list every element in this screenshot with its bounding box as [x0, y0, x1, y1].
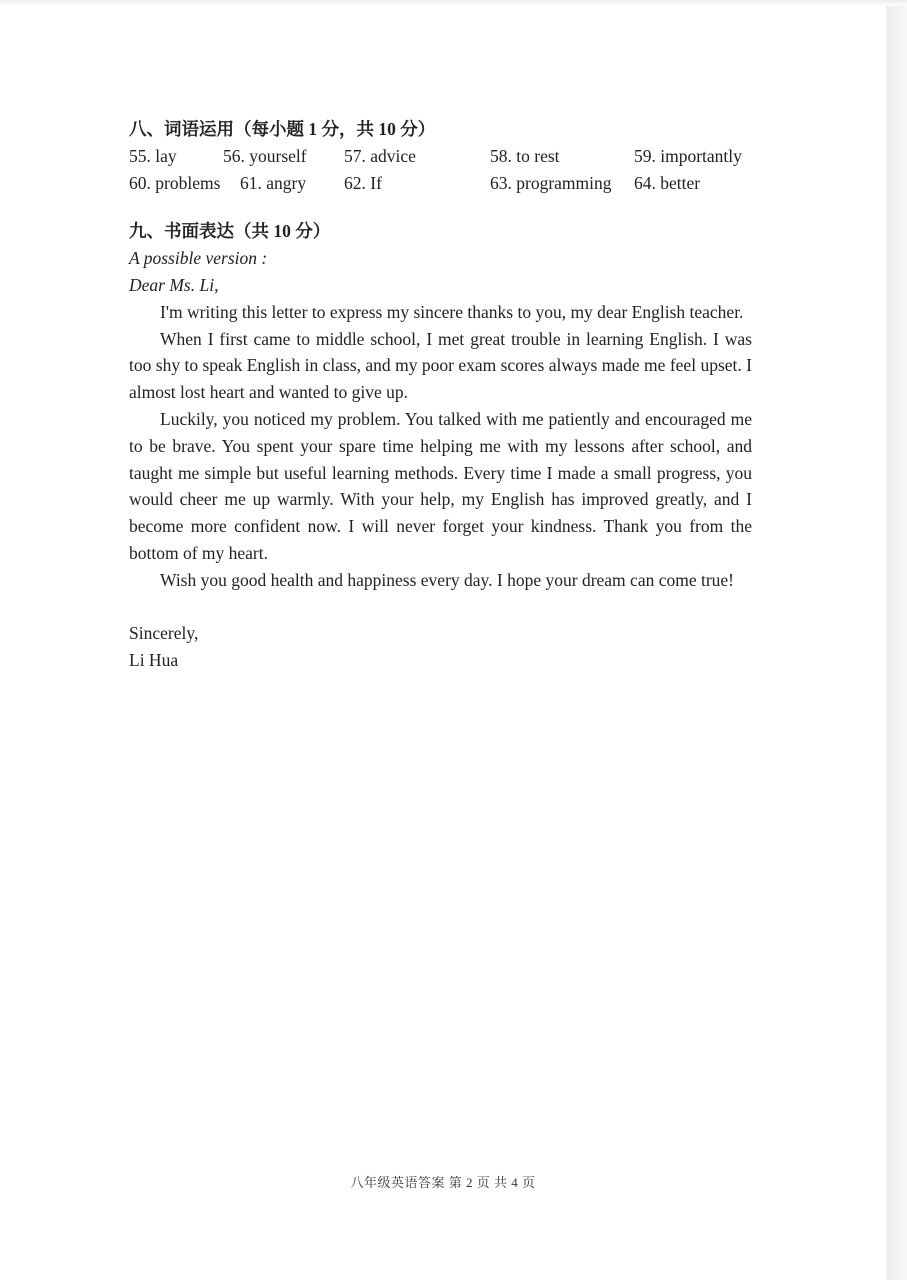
letter-paragraph-3: Luckily, you noticed my problem. You talked with me patiently and encouraged me to be brave. You spent your spare time helping me with my lessons after school, and taught me simple but useful learning methods. Every time I made a small progress, you would cheer me up warmly. With your help, my English has improved greatly, and I become more confident now. I will never forget your kindness. Thank you from the bottom of my heart.: [129, 408, 752, 563]
section-8-title: 八、词语运用（每小题 1 分，共 10 分）: [129, 119, 436, 139]
letter-paragraph-1: I'm writing this letter to express my sincere thanks to you, my dear English teacher.: [160, 301, 744, 322]
letter-paragraph-4: Wish you good health and happiness every day. I hope your dream can come true!: [160, 569, 735, 590]
answer-61: 61. angry: [240, 172, 307, 193]
answer-60: 60. problems: [129, 172, 221, 193]
answer-63: 63. programming: [490, 172, 612, 193]
answer-64: 64. better: [634, 172, 701, 193]
answer-62: 62. If: [344, 172, 382, 193]
answer-59: 59. importantly: [634, 145, 742, 166]
answer-row-2: [129, 170, 752, 197]
answer-58: 58. to rest: [490, 145, 560, 166]
version-label: A possible version :: [129, 248, 268, 269]
answer-57: 57. advice: [344, 145, 416, 166]
letter-signature: Li Hua: [129, 650, 179, 671]
page-edge-shadow: [886, 0, 907, 1280]
answer-56: 56. yourself: [223, 145, 307, 166]
page-footer: 八年级英语答案 第 2 页 共 4 页: [350, 1175, 536, 1190]
letter-closing: Sincerely,: [129, 623, 199, 644]
letter-salutation: Dear Ms. Li,: [129, 274, 219, 295]
section-8-answers: [129, 143, 752, 197]
answer-55: 55. lay: [129, 145, 177, 166]
answer-content: [129, 116, 752, 674]
spacer: [129, 594, 752, 621]
section-9-title: 九、书面表达（共 10 分）: [129, 221, 331, 242]
letter-paragraph-2: When I first came to middle school, I met great trouble in learning English. I was too shy to speak English in class, and my poor exam scores always made me feel upset. I almost lost heart and wanted to give up.: [129, 328, 752, 403]
answer-row-1: [129, 143, 752, 170]
page-top-shadow: [0, 0, 907, 6]
